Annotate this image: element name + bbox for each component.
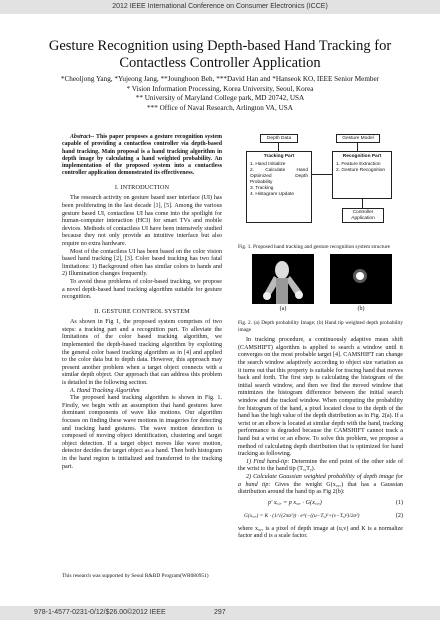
figure-2-images (238, 254, 403, 318)
paragraph: Most of the contactless UI has been based on the color vision based hand tracking [2], [3]. Color based tracking has two fatal limitations: 1) Background often has similar colors to hands and 2) Illumination changes frequently. (62, 248, 222, 278)
controller-application-box: Controller Application (342, 208, 384, 223)
step-2-label: 2) Calculate Gaussian weighted probability of depth image for a hand tip: (238, 473, 403, 488)
equation-1-number: (1) (395, 499, 403, 506)
arrow-down (357, 143, 358, 151)
paper-title (20, 38, 420, 72)
figure-2-caption: Fig. 2. (a) Depth probability Image; (b) Hand tip weighted depth probability image (238, 320, 403, 333)
page-footer (0, 606, 440, 620)
conference-header: 2012 IEEE International Conference on Consumer Electronics (ICCE) (0, 0, 440, 14)
section-heading-gesture-control: II. GESTURE CONTROL SYSTEM (94, 307, 190, 315)
step-1-text: Determine the end point of the other side of the wrist to the hand tip (Tₓ,Tᵧ). (238, 458, 404, 473)
tracking-step: 1. Hand Initialize (250, 161, 286, 167)
affiliation-2: ** University of Maryland College park, MD 20742, USA (135, 94, 305, 103)
paragraph: The proposed hand tracking algorithm is shown in Fig. 1. Firstly, we begin with an assumption that hand gestures have dominant components of wave like motions. Our algorithm focuses on finding these wave motions in imageries for detecting and tracking hand gestures. The wave motion detection is composed of moving object identification, clustering and target object detection. If a target object moves like wave motion, detector decides the target object as a hand. Then both histogram in the hand region is initialized and transferred to the tracking part. (62, 395, 222, 470)
abstract-label: Abstract-- (70, 134, 95, 140)
paragraph: As shown in Fig 1, the proposed system comprises of two steps: a tracking part and a recognition part. To alleviate the limitations of the color based tracking algorithm, we implemented the depth-based tracking algorithm by exploiting the general color based tracking algorithm as in [4] and applied to the color data but to depth data. However, this approach may present another problem when a target object connects with a similar depth object. Our approach that can address this problem is detailed in the following section. (62, 319, 222, 387)
footnote: This research was supported by Seoul R&BD Program(WR080951) (62, 573, 209, 579)
depth-data-box: Depth Data (260, 134, 298, 143)
equation-1 (238, 500, 403, 510)
step-1 (238, 459, 403, 474)
equation-2 (238, 513, 403, 523)
arrow-right (312, 174, 332, 175)
abstract (62, 134, 222, 178)
recognition-step: 1. Feature Extraction (336, 161, 381, 167)
affiliation-3: *** Office of Naval Research, Arlington VA, USA (147, 103, 293, 112)
tracking-step: 2. Calculate Hand Optimized Depth Probability (250, 168, 308, 185)
tracking-part-box (246, 151, 312, 223)
figure-2b-label: (b) (357, 306, 365, 313)
step-2 (238, 474, 403, 497)
figure-1-caption: Fig. 1. Proposed hand tracking and gesture recognition system structure (238, 244, 390, 250)
recognition-part-box (332, 151, 392, 199)
depth-probability-image (252, 254, 314, 304)
right-column (238, 134, 403, 541)
tracking-step: 3. Tracking (250, 185, 274, 191)
equation-1-body: p′ xᵤ,ᵥ = p xᵤ,ᵥ · G(xᵤ,ᵥ) (268, 499, 322, 506)
author-block (12, 75, 428, 113)
paragraph: The research activity on gesture based user interface (UI) has been proliferating in the last decade [1], [5]. Among the various gesture based UI, contactless UI has come into the spotlight for human-computer interaction (HCI) for smart TVs and mobile devices. Methods of contactless UI have been intensively studied because they not only provide an intuitive interface but also require no extra hardware. (62, 195, 222, 247)
author-list: *Cheoljong Yang, *Yujeong Jang, **Jounghoon Beh, ***David Han and *Hanseok KO, IEEE Senior Member (60, 75, 380, 83)
step-2-text: Gives the weight G(xᵤ,ᵥ) that has a Gaussian distribution around the hand tip as Fig 2(b): (238, 481, 403, 496)
hand-depth-silhouette-icon (252, 254, 314, 304)
arrow-down (278, 143, 279, 151)
recognition-step: 2. Gesture Recognition (336, 168, 386, 174)
recognition-part-title: Recognition Part (342, 154, 382, 159)
title-line-1: Gesture Recognition using Depth-based Hand Tracking for (48, 38, 392, 54)
abstract-text: This paper proposes a gesture recognition system capable of providing a contactless controller via depth-based hand tracking. Main proposal is a hand tracking algorithm in depth image by calculating a hand weighted probability. An implementation of the proposed system into a contactless controller application demonstrated its effectiveness. (62, 134, 222, 177)
hand-tip-blob-icon (330, 254, 392, 304)
subsection-heading: A. Hand Tracking Algorithm (70, 387, 140, 394)
title-line-2: Contactless Controller Application (119, 55, 321, 71)
section-heading-introduction: I. INTRODUCTION (114, 183, 170, 191)
figure-2a-label: (a) (279, 306, 287, 313)
left-column (62, 134, 222, 471)
paragraph: In tracking procedure, a continuously adaptive mean shift (CAMSHIFT) algorithm is applied to search a window until it converges on the most probable target [4]. CAMSHIFT can change the search window adaptively according to object size variation as it turns out that this property is suitable for tracing hand that moves back and forth. The first step is calculating the histogram of the initial search window, and then we find the moved window that minimizes the histogram difference between the initial search window and the tracked window. When computing the probability for histogram of the hand, a pixel located close to the depth of the hand has the high value of the depth distribution as in Fig. 2(a). If a wrist or an elbow is located at similar depth with the hand, tracking performance is degraded because the CAMSHIFT cannot track a hand but a wrist or an elbow. To solve this problem, we propose a method of calculating depth distribution that is optimized for hand tracking as following. (238, 337, 403, 458)
paragraph: where xᵤ,ᵥ is a pixel of depth image at (u,v) and K is a normalize factor and d is a scale factor. (238, 525, 403, 540)
paragraph: To avoid these problems of color-based tracking, we propose a novel depth-based hand tracking algorithm suitable for gesture recognition. (62, 278, 222, 301)
equation-2-body: G(xᵤ,ᵥ) = K · (1/√(2πσ²)) · e^(−((u−Tₓ)²+(v−Tᵧ)²)/2σ²) (244, 512, 360, 519)
tracking-step: 4. Histogram Update (250, 192, 294, 198)
tracking-part-title: Tracking Part (263, 154, 295, 159)
figure-1-diagram (238, 134, 403, 242)
page-number: 297 (214, 609, 226, 616)
hand-tip-weighted-image (330, 254, 392, 304)
step-1-label: 1) Find hand-tip: (246, 458, 290, 465)
equation-2-number: (2) (395, 512, 403, 519)
tracking-steps (247, 160, 311, 198)
recognition-steps (333, 160, 391, 174)
gesture-model-box: Gesture Model (336, 134, 380, 143)
affiliation-1: * Vision Information Processing, Korea University, Seoul, Korea (126, 84, 314, 93)
isbn-copyright: 978-1-4577-0231-0/12/$26.00©2012 IEEE (34, 609, 166, 616)
arrow-down (362, 199, 363, 208)
